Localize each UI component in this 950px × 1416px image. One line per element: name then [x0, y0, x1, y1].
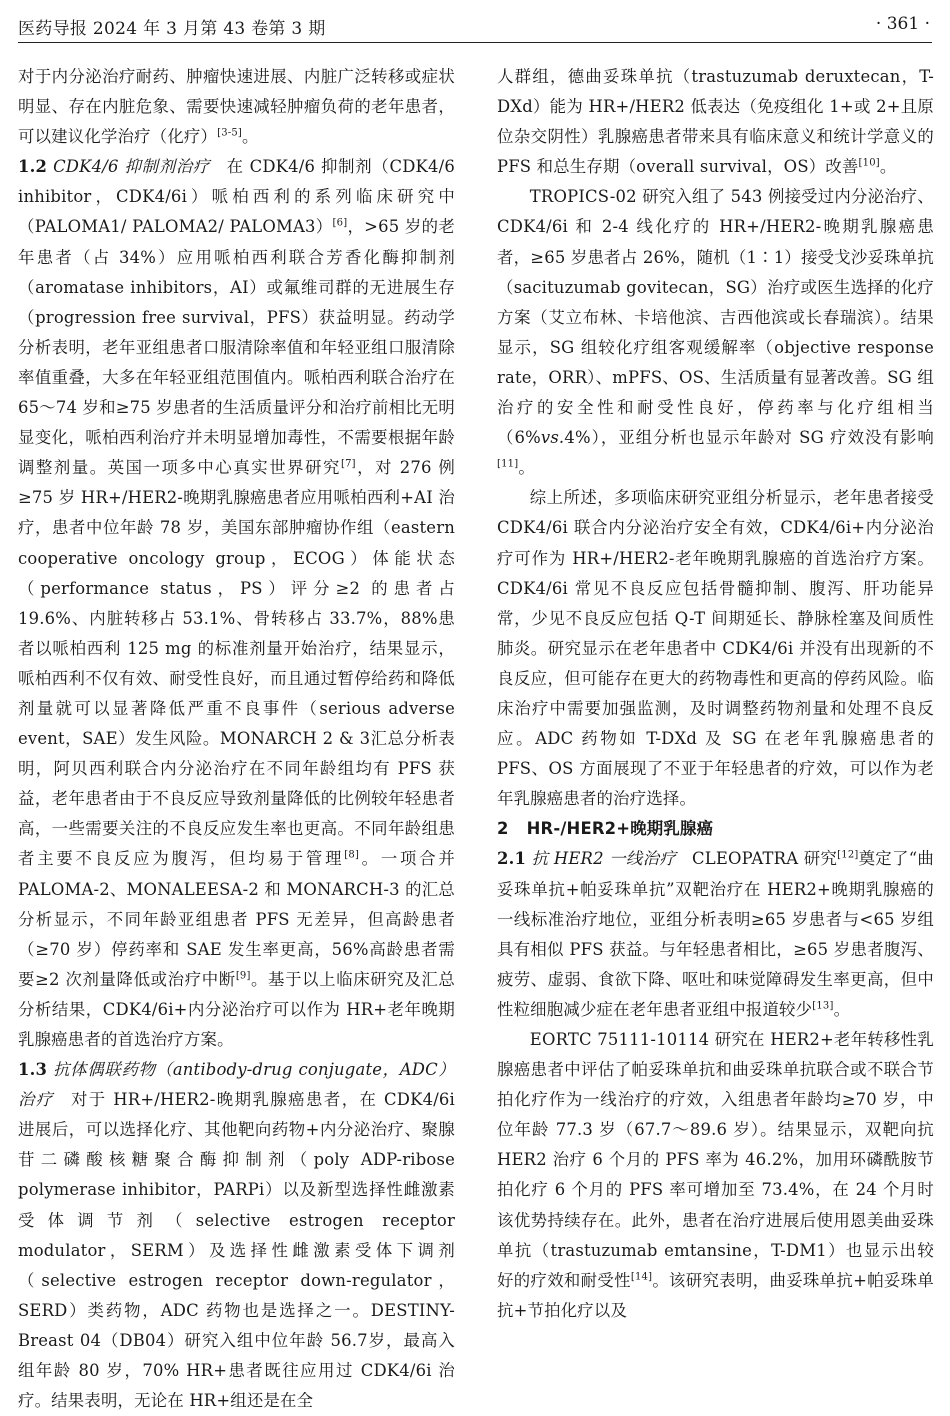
paragraph: TROPICS-02 研究入组了 543 例接受过内分泌治疗、CDK4/6i 和 2-4 线化疗的 HR+/HER2-晚期乳腺癌患者，≥65 岁患者占 26%，随机（1∶1）接受戈沙妥珠单抗（sacituzumab govitecan，SG）治疗或医生选择的化疗方案（艾立布林、卡培他滨、吉西他滨或长春瑞滨）。结果显示，SG 组较化疗组客观缓解率（objective response rate，ORR）、mPFS、OS、生活质量有显著改善。SG 组治疗的安全性和耐受性良好，停药率与化疗组相当（6%vs.4%），亚组分析也显示年龄对 SG 疗效没有影响[11]。 — [497, 187, 934, 478]
section-number: 2.1 — [497, 849, 527, 869]
paragraph: 对于内分泌治疗耐药、肿瘤快速进展、内脏广泛转移或症状明显、存在内脏危象、需要快速减轻肿瘤负荷的老年患者，可以建议化学治疗（化疗）[3-5]。 — [18, 67, 455, 147]
section-title: 抗 HER2 一线治疗 — [531, 849, 677, 869]
citation[interactable]: [7] — [340, 458, 356, 470]
citation[interactable]: [14] — [630, 1271, 653, 1283]
citation[interactable]: [8] — [344, 849, 360, 861]
paragraph: 综上所述，多项临床研究亚组分析显示，老年患者接受 CDK4/6i 联合内分泌治疗安全有效，CDK4/6i+内分泌治疗可作为 HR+/HER2-老年晚期乳腺癌的首选治疗方案。CDK4/6i 常见不良反应包括骨髓抑制、腹泻、肝功能异常，少见不良反应包括 Q-T 间期延长、静脉栓塞及间质性肺炎。研究显示在老年患者中 CDK4/6i 并没有出现新的不良反应，但可能存在更大的药物毒性和更高的停药风险。临床治疗中需要加强监测，及时调整药物剂量和处理不良反应。ADC 药物如 T-DXd 及 SG 在老年乳腺癌患者的 PFS、OS 方面展现了不亚于年轻患者的疗效，可以作为老年乳腺癌患者的治疗选择。 — [497, 488, 934, 809]
page-header — [18, 8, 932, 43]
citation[interactable]: [3-5] — [217, 127, 242, 139]
section-1-3: 1.3 抗体偶联药物（antibody-drug conjugate，ADC）治疗 对于 HR+/HER2-晚期乳腺癌患者，在 CDK4/6i 进展后，可以选择化疗、其他靶向药物+内分泌治疗、聚腺苷二磷酸核糖聚合酶抑制剂（poly ADP-ribose polymerase inhibitor，PARPi）以及新型选择性雌激素受体调节剂（selective estrogen receptor modulator，SERM）及选择性雌激素受体下调剂（selective estrogen receptor down-regulator，SERD）类药物，ADC 药物也是选择之一。DESTINY-Breast 04（DB04）研究入组中位年龄 56.7岁，最高入组年龄 80 岁，70% HR+患者既往应用过 CDK4/6i 治疗。结果表明，无论在 HR+组还是在全 — [18, 1060, 455, 1411]
section-title: CDK4/6 抑制剂治疗 — [53, 157, 211, 177]
citation[interactable]: [11] — [497, 458, 519, 470]
citation[interactable]: [10] — [858, 157, 880, 169]
journal-title: 医药导报 2024 年 3 月第 43 卷第 3 期 — [18, 19, 326, 39]
section-1-2: 1.2 CDK4/6 抑制剂治疗 在 CDK4/6 抑制剂（CDK4/6 inhibitor，CDK4/6i）哌柏西利的系列临床研究中（PALOMA1/ PALOMA2/ PALOMA3）[6]，>65 岁的老年患者（占 34%）应用哌柏西利联合芳香化酶抑制剂（aromatase inhibitors，AI）或氟维司群的无进展生存（progression free survival，PFS）获益明显。药动学分析表明，老年亚组患者口服清除率值和年轻亚组口服清除率值重叠，大多在年轻亚组范围值内。哌柏西利联合治疗在 65～74 岁和≥75 岁患者的生活质量评分和治疗前相比无明显变化，哌柏西利治疗并未明显增加毒性，不需要根据年龄调整剂量。英国一项多中心真实世界研究[7]，对 276 例≥75 岁 HR+/HER2-晚期乳腺癌患者应用哌柏西利+AI 治疗，患者中位年龄 78 岁，美国东部肿瘤协作组（eastern cooperative oncology group，ECOG）体能状态（performance status，PS）评分≥2 的患者占 19.6%、内脏转移占 53.1%、骨转移占 33.7%，88%患者以哌柏西利 125 mg 的标准剂量开始治疗，结果显示，哌柏西利不仅有效、耐受性良好，而且通过暂停给药和降低剂量就可以显著降低严重不良事件（serious adverse event，SAE）发生风险。MONARCH 2 & 3汇总分析表明，阿贝西利联合内分泌治疗在不同年龄组均有 PFS 获益，老年患者由于不良反应导致剂量降低的比例较年轻患者高，一些需要关注的不良反应发生率也更高。不同年龄组患者主要不良反应为腹泻，但均易于管理[8]。一项合并 PALOMA-2、MONALEESA-2 和 MONARCH-3 的汇总分析显示，不同年龄亚组患者 PFS 无差异，但高龄患者（≥70 岁）停药率和 SAE 发生率更高，56%高龄患者需要≥2 次剂量降低或治疗中断[9]。基于以上临床研究及汇总分析结果，CDK4/6i+内分泌治疗可以作为 HR+老年晚期乳腺癌患者的首选治疗方案。 — [18, 157, 456, 1049]
left-column — [18, 62, 455, 1416]
section-2-1: 2.1 抗 HER2 一线治疗 CLEOPATRA 研究[12]奠定了“曲妥珠单抗+帕妥珠单抗”双靶治疗在 HER2+晚期乳腺癌的一线标准治疗地位，亚组分析表明≥65 岁患者与<65 岁组具有相似 PFS 获益。与年轻患者相比，≥65 岁患者腹泻、疲劳、虚弱、食欲下降、呕吐和味觉障碍发生率更高，但中性粒细胞减少症在老年患者亚组中报道较少[13]。 — [497, 849, 934, 1019]
citation[interactable]: [13] — [812, 1000, 834, 1012]
right-column — [497, 62, 934, 1326]
citation[interactable]: [9] — [235, 970, 251, 982]
section-heading-2: 2 HR-/HER2+晚期乳腺癌 — [497, 819, 714, 839]
section-number: 1.2 — [18, 157, 48, 177]
citation[interactable]: [12] — [837, 849, 859, 861]
paragraph: EORTC 75111-10114 研究在 HER2+老年转移性乳腺癌患者中评估了帕妥珠单抗和曲妥珠单抗联合或不联合节拍化疗作为一线治疗的疗效，入组患者年龄均≥70 岁，中位年龄 77.3 岁（67.7～89.6 岁）。结果显示，双靶向抗 HER2 治疗 6 个月的 PFS 率为 46.2%，加用环磷酰胺节拍化疗 6 个月的 PFS 率可增加至 73.4%，在 24 个月时该优势持续存在。此外，患者在治疗进展后使用恩美曲妥珠单抗（trastuzumab emtansine，T-DM1）也显示出较好的疗效和耐受性[14]。该研究表明，曲妥珠单抗+帕妥珠单抗+节拍化疗以及 — [497, 1030, 934, 1320]
page-number: · 361 · — [875, 14, 930, 34]
paragraph: 人群组，德曲妥珠单抗（trastuzumab deruxtecan，T-DXd）能为 HR+/HER2 低表达（免疫组化 1+或 2+且原位杂交阴性）乳腺癌患者带来具有临床意义和统计学意义的 PFS 和总生存期（overall survival，OS）改善[10]。 — [497, 67, 934, 177]
citation[interactable]: [6] — [332, 218, 348, 229]
section-title: 抗体偶联药物（antibody-drug conjugate，ADC）治疗 — [18, 1060, 455, 1110]
section-number: 1.3 — [18, 1060, 48, 1080]
